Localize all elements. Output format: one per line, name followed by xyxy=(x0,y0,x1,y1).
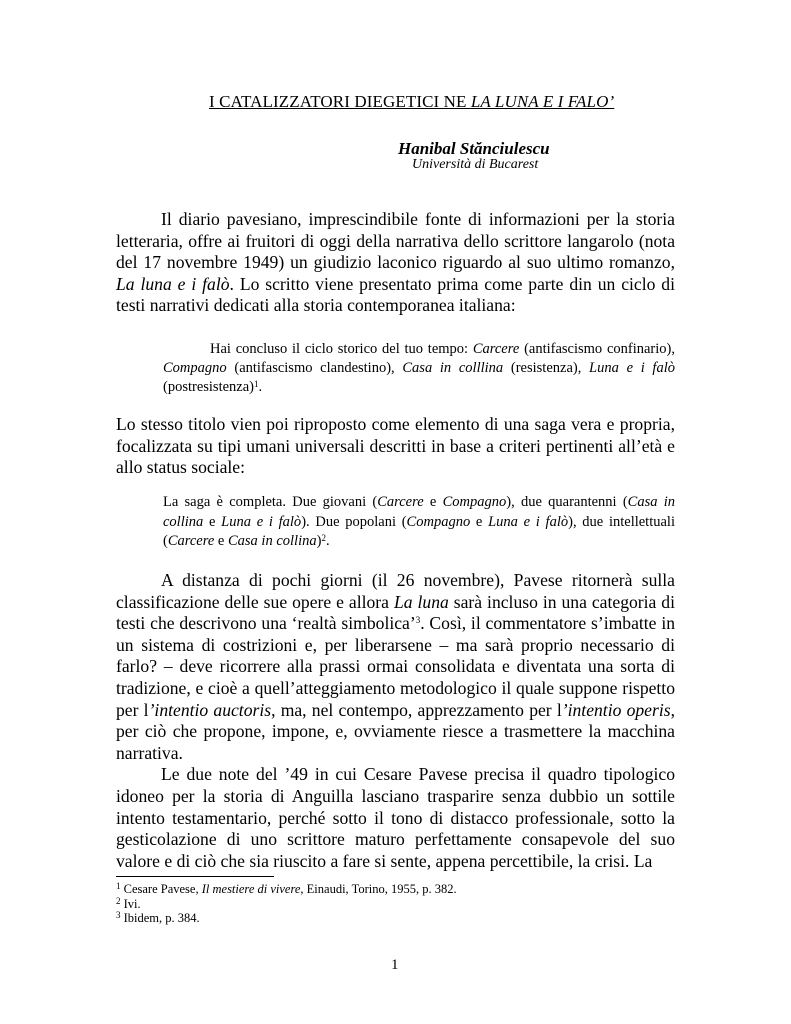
footnote-ref-2: 2 xyxy=(321,533,326,543)
footnote-1: $^1$ Cesare Pavese, Il mestiere di vivere, Einaudi, Torino, 1955, p. 382. xyxy=(116,881,457,896)
author-affiliation: Università di Bucarest xyxy=(412,157,539,172)
author-name: Hanibal Stănciulescu xyxy=(398,139,550,158)
paragraph-2: Lo stesso titolo vien poi riproposto come elemento di una saga vera e propria, focalizzata su tipi umani universali descritti in base a criteri pertinenti all’età e allo status sociale: xyxy=(116,414,675,478)
paragraph-3: A distanza di pochi giorni (il 26 novembre), Pavese ritornerà sulla classificazione delle sue opere e allora La luna sarà incluso in una categoria di testi che descrivono una ‘realtà simbolica’$^3$. Così, il commentatore s’imbatte in un sistema di costrizioni e, per liberarsene – ma sarà proprio necessario di farlo? – deve ricorrere alla prassi ormai consolidata e diventata una sorta di tradizione, e cioè a quell’atteggiamento metodologico il quale suppone rispetto per l’intentio auctoris, ma, nel contempo, apprezzamento per l’intentio operis, per ciò che propone, impone, e, ovviamente riesce a trasmettere la macchina narrativa. Le due note del ’49 in cui Cesare Pavese precisa il quadro tipologico idoneo per la storia di Anguilla lasciano trasparire senza dubbio un sottile intento testamentario, perché sotto il tono di distacco professionale, sotto la gesticolazione di uno scrittore maturo perfettamente consapevole del suo valore e di ciò che sia riuscito a fare si sente, appena percettibile, la crisi. La xyxy=(116,570,676,871)
paragraph-1: Il diario pavesiano, imprescindibile fonte di informazioni per la storia letteraria, offre ai fruitori di oggi della narrativa dello scrittore langarolo (nota del 17 novembre 1949) un giudizio laconico riguardo al suo ultimo romanzo, La luna e i falò. Lo scritto viene presentato prima come parte din un ciclo di testi narrativi dedicati alla storia contemporanea italiana: xyxy=(116,209,675,316)
footnote-2: $^2$ Ivi. xyxy=(116,895,141,911)
block-quote-1: Hai concluso il ciclo storico del tuo tempo: Carcere (antifascismo confinario), Compagno (antifascismo clandestino), Casa in colllina (resistenza), Luna e i falò (postresistenza)$^1$. xyxy=(163,341,675,395)
article-title xyxy=(209,92,614,112)
title-text: I CATALIZZATORI DIEGETICI NE xyxy=(209,92,471,111)
page-number: 1 xyxy=(391,957,399,973)
block-quote-2: La saga è completa. Due giovani (Carcere e Compagno), due quarantenni (Casa in collina e Luna e i falò). Due popolani (Compagno e Luna e i falò), due intellettuali (Carcere e Casa in collina)$^2$. xyxy=(163,494,676,549)
footnote-3: $^3$ Ibidem, p. 384. xyxy=(116,910,200,925)
title-italic-text: LA LUNA E I FALO’ xyxy=(470,92,615,111)
footnote-separator xyxy=(116,876,274,877)
footnote-ref-3: 3 xyxy=(415,615,421,626)
footnote-ref-1: 1 xyxy=(254,379,259,389)
paragraph-4: Le due note del ’49 in cui Cesare Pavese precisa il quadro tipologico idoneo per la storia di Anguilla lasciano trasparire senza dubbio un sottile intento testamentario, perché sotto il tono di distacco professionale, sotto la gesticolazione di uno scrittore maturo perfettamente consapevole del suo valore e di ciò che sia riuscito a fare si sente, appena percettibile, la crisi. La xyxy=(116,764,675,871)
footnotes xyxy=(116,882,457,926)
